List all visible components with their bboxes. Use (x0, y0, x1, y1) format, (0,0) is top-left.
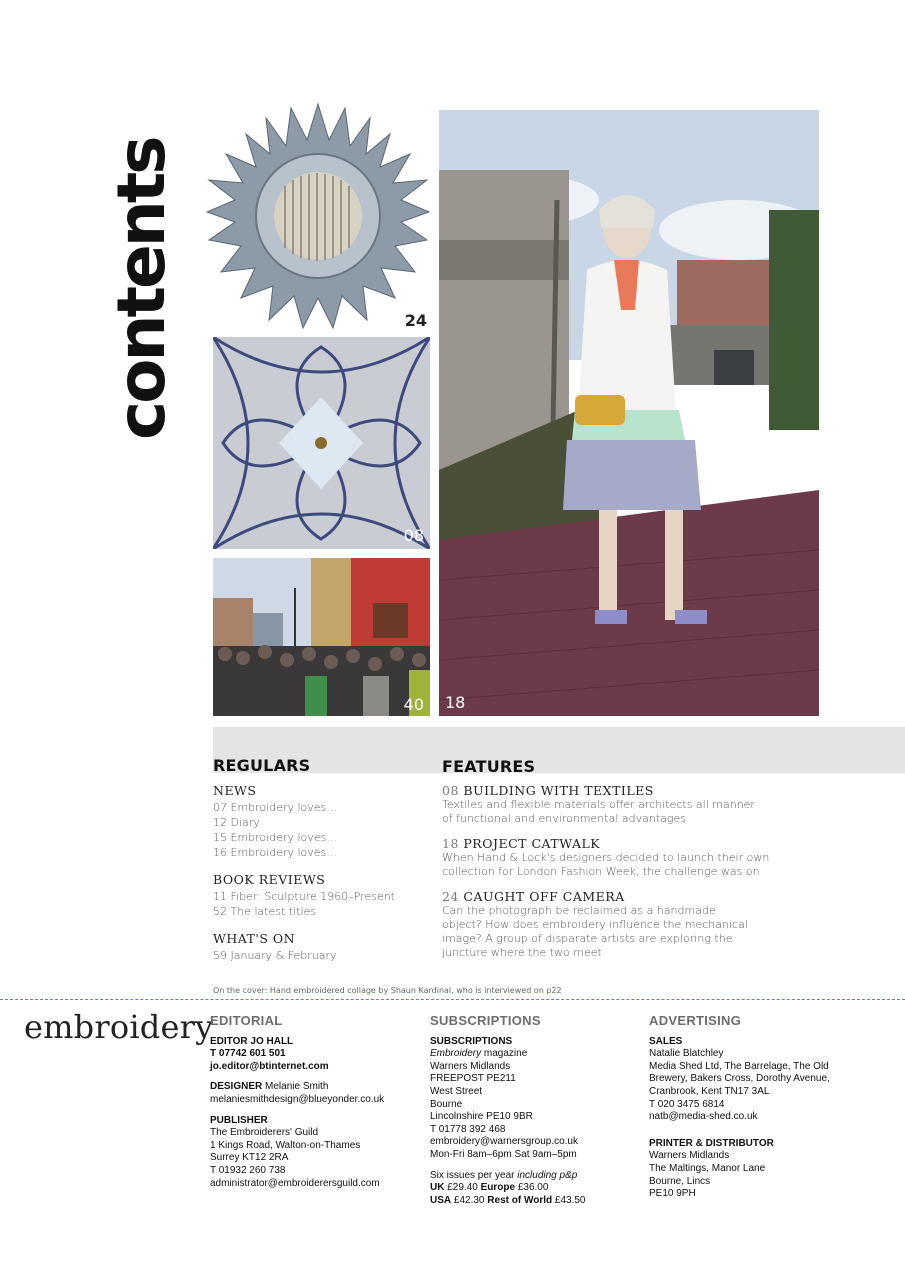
printer-label: PRINTER & DISTRIBUTOR (649, 1137, 774, 1149)
photo-street-market[interactable] (213, 558, 430, 716)
publisher-role: PUBLISHER (210, 1114, 268, 1126)
sales-line: Cranbrook, Kent TN17 3AL (649, 1085, 770, 1097)
cover-note: On the cover: Hand embroidered collage by Shaun Kardinal, who is interviewed on p22 (213, 986, 562, 995)
publisher-line: The Embroiderers' Guild (210, 1127, 319, 1139)
list-item[interactable]: 15 Embroidery loves… (213, 831, 338, 844)
printer-line: The Maltings, Manor Lane (649, 1162, 766, 1174)
feature-title: PROJECT CATWALK (463, 836, 601, 851)
printer-line: Bourne, Lincs (649, 1175, 711, 1187)
publisher-line: Surrey KT12 2RA (210, 1152, 289, 1164)
address-line: T 01778 392 468 (430, 1123, 506, 1135)
photo-page-number: 40 (403, 695, 424, 714)
designer-name: Melanie Smith (265, 1081, 329, 1093)
subscriptions-email[interactable]: embroidery@warnersgroup.co.uk (430, 1136, 578, 1148)
sales-line: Brewery, Bakers Cross, Dorothy Avenue, (649, 1073, 830, 1085)
feature-title: BUILDING WITH TEXTILES (463, 783, 654, 798)
regulars-list (213, 783, 433, 975)
magazine-logo: embroidery (24, 1008, 214, 1046)
editorial-column (210, 1015, 420, 1198)
feature-number: 18 (442, 836, 459, 851)
editor-email[interactable]: jo.editor@btinternet.com (210, 1060, 329, 1072)
magazine-name: Embroidery (430, 1048, 482, 1060)
sales-line: T 020 3475 6814 (649, 1098, 725, 1110)
address-line: Warners Midlands (430, 1060, 511, 1072)
feature-number: 08 (442, 783, 459, 798)
photo-mirror-sculpture[interactable] (205, 102, 431, 330)
regulars-group (213, 931, 433, 963)
regulars-group (213, 872, 433, 919)
section-band (213, 727, 905, 773)
designer-role: DESIGNER (210, 1081, 263, 1093)
regulars-heading: REGULARS (213, 756, 311, 775)
subscriptions-column: SUBSCRIPTIONS SUBSCRIPTIONS Embroidery magazine Warners Midlands FREEPOST PE211 West Street Bourne Lincolnshire PE10 9BR T 01778 392 468 embroidery@warnersgroup.co.uk Mon-Fri 8am–6pm Sat 9am–5pm Six issues per year including p&p UK £29.40 Europe £36.00 USA £42.30 Rest of World £43.50 (430, 1015, 640, 1215)
address-line: FREEPOST PE211 (430, 1073, 516, 1085)
feature-item[interactable] (442, 836, 802, 879)
photo-page-number: 18 (445, 693, 466, 712)
publisher-line: 1 Kings Road, Walton-on-Thames (210, 1139, 361, 1151)
feature-description: When Hand & Lock's designers decided to launch their own collection for London Fashion Week, the challenge was on (442, 851, 770, 878)
list-item[interactable]: 59 January & February (213, 949, 337, 962)
photo-canopy[interactable] (213, 337, 430, 549)
page-title: contents (103, 138, 180, 440)
subscriptions-label: SUBSCRIPTIONS (430, 1035, 513, 1047)
group-title: BOOK REVIEWS (213, 872, 326, 887)
feature-description: Can the photograph be reclaimed as a handmade object? How does embroidery influence the mechanical image? A group of disparate artists are exploring the juncture where the two meet (442, 904, 748, 959)
feature-item[interactable] (442, 889, 802, 960)
photo-catwalk-model[interactable] (439, 110, 819, 716)
features-heading: FEATURES (442, 757, 536, 776)
sales-line: Media Shed Ltd, The Barrelage, The Old (649, 1060, 829, 1072)
editor-role: EDITOR (210, 1035, 248, 1047)
editor-phone: T 07742 601 501 (210, 1048, 286, 1060)
printer-line: PE10 9PH (649, 1188, 696, 1200)
group-title: NEWS (213, 783, 257, 798)
feature-number: 24 (442, 889, 459, 904)
editorial-heading: EDITORIAL (210, 1013, 283, 1028)
sales-line: Natalie Blatchley (649, 1048, 724, 1060)
designer-email[interactable]: melaniesmithdesign@blueyonder.co.uk (210, 1093, 385, 1105)
advertising-heading: ADVERTISING (649, 1013, 742, 1028)
address-line: Bourne (430, 1098, 463, 1110)
address-line: Lincolnshire PE10 9BR (430, 1111, 533, 1123)
editor-name: JO HALL (250, 1035, 294, 1047)
feature-title: CAUGHT OFF CAMERA (463, 889, 625, 904)
feature-description: Textiles and flexible materials offer architects all manner of functional and environmental advantages (442, 798, 755, 825)
dashed-divider (0, 999, 905, 1000)
subscriptions-heading: SUBSCRIPTIONS (430, 1013, 541, 1028)
printer-line: Warners Midlands (649, 1150, 730, 1162)
advertising-column (649, 1015, 899, 1209)
publisher-line: T 01932 260 738 (210, 1164, 286, 1176)
publisher-email[interactable]: administrator@embroiderersguild.com (210, 1177, 380, 1189)
list-item[interactable]: 07 Embroidery loves… (213, 801, 338, 814)
sales-email[interactable]: natb@media-shed.co.uk (649, 1111, 758, 1123)
regulars-group (213, 783, 433, 860)
photo-page-number: 24 (404, 311, 427, 330)
address-line: West Street (430, 1085, 483, 1097)
features-list (442, 783, 802, 970)
opening-hours: Mon-Fri 8am–6pm Sat 9am–5pm (430, 1148, 577, 1160)
photo-page-number: 08 (403, 526, 424, 545)
list-item[interactable]: 11 Fiber: Sculpture 1960–Present (213, 890, 395, 903)
feature-item[interactable] (442, 783, 802, 826)
list-item[interactable]: 52 The latest titles (213, 905, 317, 918)
group-title: WHAT'S ON (213, 931, 296, 946)
list-item[interactable]: 16 Embroidery loves… (213, 846, 338, 859)
sales-label: SALES (649, 1035, 683, 1047)
list-item[interactable]: 12 Diary (213, 816, 260, 829)
